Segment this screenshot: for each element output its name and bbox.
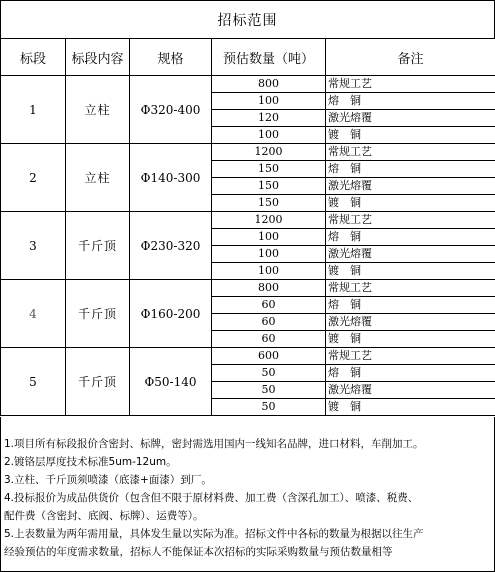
remark-cell: 熔 铜 (326, 297, 495, 314)
section-spec-cell: Φ230-320 (130, 212, 212, 280)
section-number-cell: 4 (1, 280, 66, 348)
header-remark: 备注 (326, 39, 495, 76)
section-spec-cell: Φ160-200 (130, 280, 212, 348)
section-content-cell: 立柱 (66, 144, 130, 212)
quantity-cell: 100 (212, 127, 326, 144)
remark-cell: 激光熔覆 (326, 110, 495, 127)
remark-cell: 激光熔覆 (326, 314, 495, 331)
quantity-cell: 50 (212, 399, 326, 416)
document-title: 招标范围 (0, 0, 495, 39)
table-row (1, 280, 495, 297)
quantity-cell: 50 (212, 365, 326, 382)
quantity-cell: 100 (212, 229, 326, 246)
note-line: 配件费（含密封、底阀、标牌）、运费等）。 (4, 510, 204, 522)
remark-cell: 常规工艺 (326, 144, 495, 161)
table-row (1, 348, 495, 365)
remark-cell: 镀 铜 (326, 331, 495, 348)
remark-cell: 熔 铜 (326, 93, 495, 110)
section-spec-cell: Φ320-400 (130, 76, 212, 144)
quantity-cell: 150 (212, 195, 326, 212)
section-spec-cell: Φ140-300 (130, 144, 212, 212)
tender-scope-table (0, 38, 495, 416)
quantity-cell: 800 (212, 280, 326, 297)
quantity-cell: 150 (212, 161, 326, 178)
section-content-cell: 立柱 (66, 76, 130, 144)
section-number-cell: 3 (1, 212, 66, 280)
note-line: 1.项目所有标段报价含密封、标牌，密封需选用国内一线知名品牌，进口材料，车削加工。 (4, 438, 424, 450)
remark-cell: 镀 铜 (326, 399, 495, 416)
quantity-cell: 150 (212, 178, 326, 195)
section-content-cell: 千斤顶 (66, 280, 130, 348)
quantity-cell: 60 (212, 297, 326, 314)
remark-cell: 常规工艺 (326, 280, 495, 297)
table-row (1, 212, 495, 229)
note-line: 4.投标报价为成品供货价（包含但不限于原材料费、加工费（含深孔加工）、喷漆、税费、 (4, 492, 419, 504)
quantity-cell: 50 (212, 382, 326, 399)
quantity-cell: 100 (212, 246, 326, 263)
quantity-cell: 1200 (212, 212, 326, 229)
section-content-cell: 千斤顶 (66, 212, 130, 280)
section-content-cell: 千斤顶 (66, 348, 130, 416)
table-body (1, 76, 495, 416)
remark-cell: 镀 铜 (326, 263, 495, 280)
quantity-cell: 600 (212, 348, 326, 365)
remark-cell: 熔 铜 (326, 365, 495, 382)
quantity-cell: 800 (212, 76, 326, 93)
header-quantity: 预估数量（吨） (212, 39, 326, 76)
remark-cell: 熔 铜 (326, 161, 495, 178)
quantity-cell: 60 (212, 314, 326, 331)
section-number-cell: 5 (1, 348, 66, 416)
section-number-cell: 2 (1, 144, 66, 212)
notes-block (0, 417, 495, 572)
table-header-row (1, 39, 495, 76)
header-section-content: 标段内容 (66, 39, 130, 76)
quantity-cell: 60 (212, 331, 326, 348)
remark-cell: 激光熔覆 (326, 382, 495, 399)
section-spec-cell: Φ50-140 (130, 348, 212, 416)
note-line: 3.立柱、千斤顶须喷漆（底漆+面漆）到厂。 (4, 474, 212, 486)
note-line: 2.镀铬层厚度技术标准5um-12um。 (4, 456, 177, 468)
remark-cell: 常规工艺 (326, 348, 495, 365)
remark-cell: 常规工艺 (326, 212, 495, 229)
quantity-cell: 100 (212, 93, 326, 110)
remark-cell: 常规工艺 (326, 76, 495, 93)
remark-cell: 镀 铜 (326, 195, 495, 212)
quantity-cell: 100 (212, 263, 326, 280)
table-row (1, 76, 495, 93)
remark-cell: 镀 铜 (326, 127, 495, 144)
remark-cell: 熔 铜 (326, 229, 495, 246)
quantity-cell: 120 (212, 110, 326, 127)
section-number-cell: 1 (1, 76, 66, 144)
header-section-no: 标段 (1, 39, 66, 76)
note-line: 5.上表数量为两年需用量，具体发生量以实际为准。招标文件中各标的数量为根据以往生产 (4, 528, 424, 540)
header-spec: 规格 (130, 39, 212, 76)
remark-cell: 激光熔覆 (326, 178, 495, 195)
remark-cell: 激光熔覆 (326, 246, 495, 263)
quantity-cell: 1200 (212, 144, 326, 161)
table-row (1, 144, 495, 161)
note-line: 经验预估的年度需求数量，招标人不能保证本次招标的实际采购数量与预估数量相等 (4, 546, 393, 558)
